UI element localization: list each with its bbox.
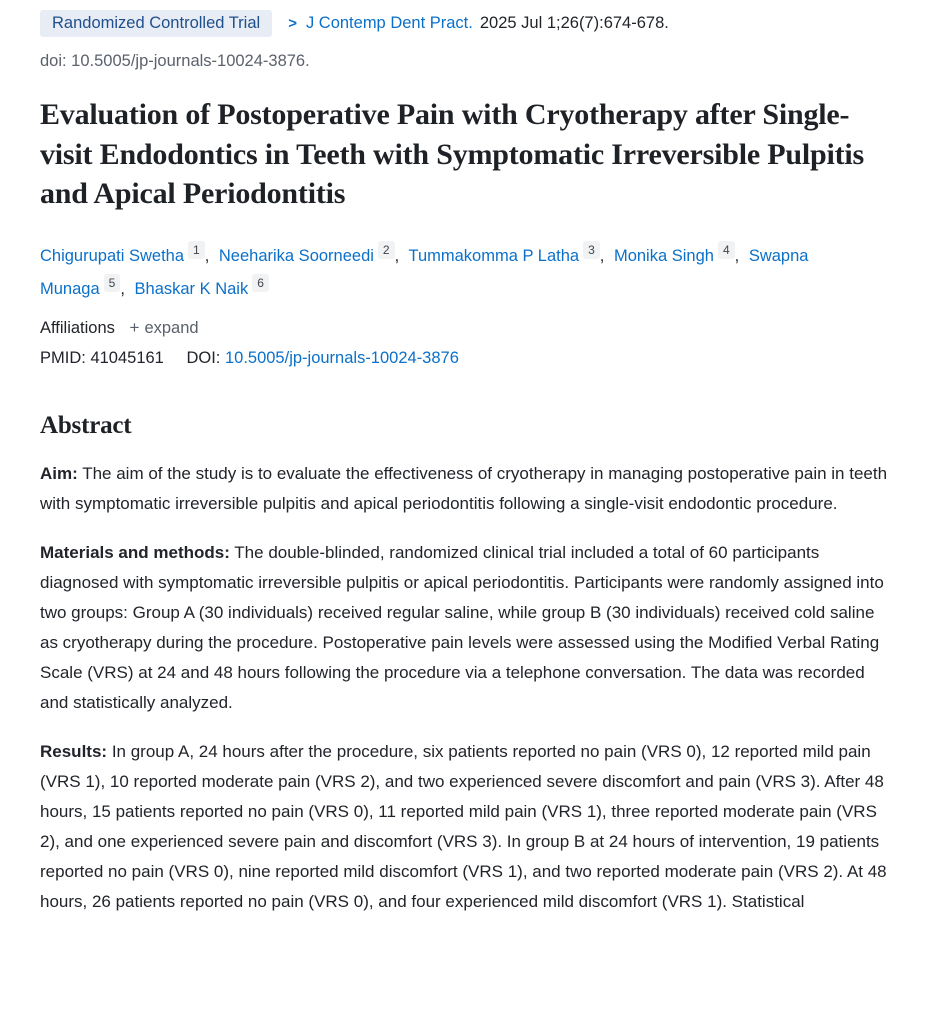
author-affiliation-superscript[interactable]: 5 [104, 274, 121, 292]
author-link[interactable]: Tummakomma P Latha [408, 246, 580, 265]
author-affiliation-superscript[interactable]: 2 [378, 241, 395, 259]
author-link[interactable]: Monika Singh [613, 246, 714, 265]
methods-text: The double-blinded, randomized clinical trial included a total of 60 participants diagnosed with symptomatic irreversible pulpitis or apical periodontitis. Participants were randomly assigned into two groups: Group A (30 individuals) received regular saline, while group B (30 individuals) received cold saline as cryotherapy during the procedure. Postoperative pain levels were assessed using the Modified Verbal Rating Scale (VRS) at 24 and 48 hours following the procedure via a telephone conversation. The data was recorded and statistically analyzed. [40, 542, 884, 712]
author-separator: , [734, 246, 740, 265]
aim-text: The aim of the study is to evaluate the effectiveness of cryotherapy in managing postoperative pain in teeth with symptomatic irreversible pulpitis and apical periodontitis following a single-visit endodontic procedure. [40, 463, 888, 513]
author-link[interactable]: Chigurupati Swetha [40, 246, 185, 265]
author-link[interactable]: Neeharika Soorneedi [218, 246, 374, 265]
citation-text: 2025 Jul 1;26(7):674-678. [479, 14, 669, 32]
author-list [40, 240, 870, 306]
author-separator: , [394, 246, 400, 265]
article-title: Evaluation of Postoperative Pain with Cryotherapy after Single-visit Endodontics in Teeth with Symptomatic Irreversible Pulpitis and Apical Periodontitis [40, 98, 865, 211]
aim-label: Aim: [40, 463, 78, 483]
results-label: Results: [40, 741, 108, 761]
author-affiliation-superscript[interactable]: 3 [583, 241, 600, 259]
results-text: In group A, 24 hours after the procedure, six patients reported no pain (VRS 0), 12 reported mild pain (VRS 1), 10 reported moderate pain (VRS 2), and two experienced severe discomfort and pain (VRS 3). After 48 hours, 15 patients reported no pain (VRS 0), 11 reported mild pain (VRS 1), three reported moderate pain (VRS 2), and one experienced severe pain and discomfort (VRS 3). In group B at 24 hours of intervention, 19 patients reported no pain (VRS 0), nine reported mild discomfort (VRS 1), and two reported moderate pain (VRS 2). At 48 hours, 26 patients reported no pain (VRS 0), and four experienced mild discomfort (VRS 1). Statistical [40, 741, 887, 911]
affiliations-row [40, 318, 889, 338]
plus-icon: + [129, 317, 140, 337]
affiliations-expand-button[interactable] [130, 318, 199, 338]
author-separator: , [120, 279, 125, 298]
chevron-right-icon: > [288, 15, 297, 32]
identifiers-row [40, 349, 889, 368]
author-separator: , [599, 246, 605, 265]
doi-link[interactable]: 10.5005/jp-journals-10024-3876 [224, 348, 459, 367]
author-separator: , [204, 246, 210, 265]
author-link[interactable]: Bhaskar K Naik [134, 279, 249, 298]
abstract-aim-paragraph [40, 459, 889, 519]
expand-label: expand [144, 318, 199, 337]
citation-header [40, 10, 889, 37]
abstract-heading: Abstract [40, 411, 132, 439]
doi-label: DOI: [186, 348, 221, 367]
abstract-methods-paragraph [40, 538, 889, 718]
doi-line: doi: 10.5005/jp-journals-10024-3876. [40, 52, 310, 70]
affiliations-label: Affiliations [40, 318, 115, 337]
abstract-results-paragraph [40, 737, 889, 917]
author-affiliation-superscript[interactable]: 4 [718, 241, 735, 259]
journal-link[interactable]: J Contemp Dent Pract. [305, 14, 473, 32]
publication-type-badge[interactable]: Randomized Controlled Trial [40, 10, 272, 37]
author-link[interactable]: Swapna Munaga [40, 246, 809, 298]
methods-label: Materials and methods: [40, 542, 230, 562]
pmid-label: PMID: [40, 348, 86, 367]
author-affiliation-superscript[interactable]: 1 [188, 241, 205, 259]
pmid-value: 41045161 [90, 348, 164, 367]
author-affiliation-superscript[interactable]: 6 [252, 274, 269, 292]
